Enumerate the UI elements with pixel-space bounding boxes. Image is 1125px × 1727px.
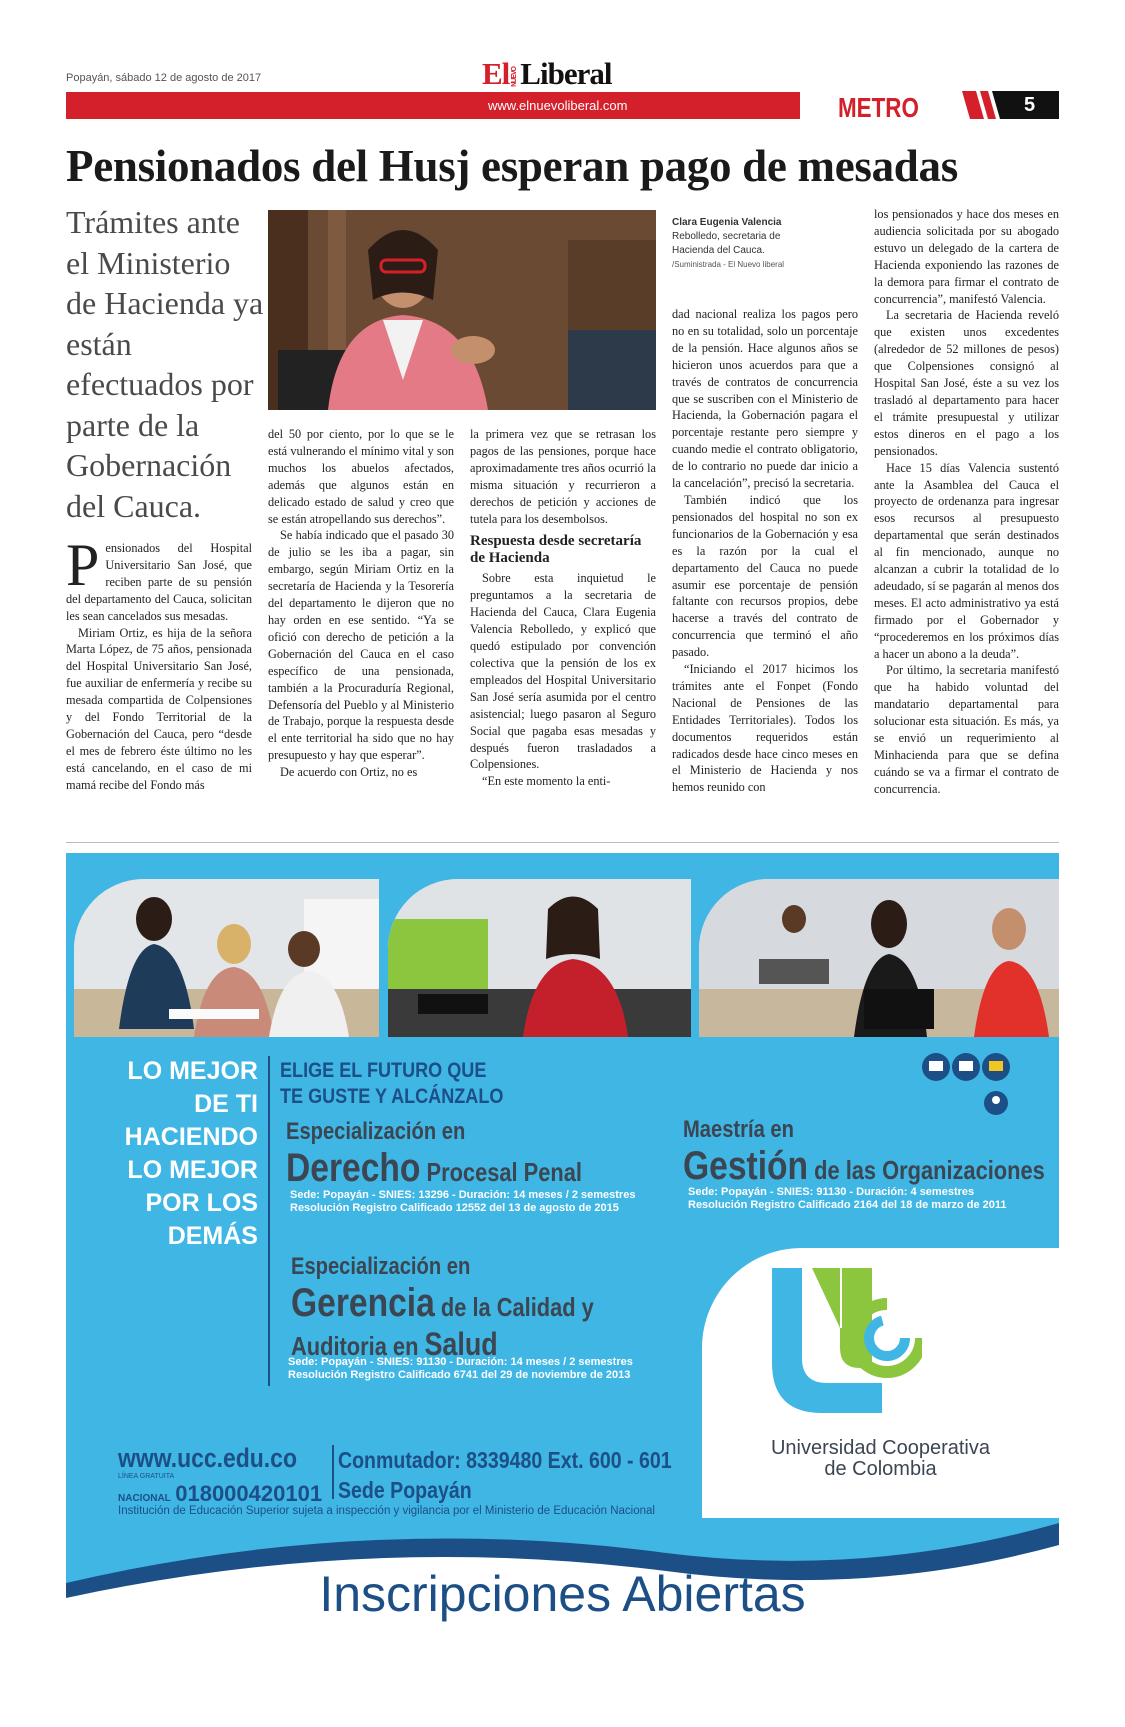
header-red-bar: [66, 92, 800, 119]
program-gestion: [683, 1116, 1045, 1189]
university-name: [702, 1438, 1059, 1480]
paragraph: Por último, la secretaria manifestó que ha habido voluntad del mandatario departamental para solucionar esta situación. Es más, ya se envió un requerimiento al Minhacienda para que se defina cuándo se va a firmar el contrato de concurrencia.: [874, 663, 1059, 796]
program-detail-line: Sede: Popayán - SNIES: 13296 - Duración: 14 meses / 2 semestres: [290, 1189, 636, 1201]
website-url: www.elnuevoliberal.com: [488, 98, 628, 113]
page-number: 5: [1000, 91, 1059, 119]
program-rest: de la Calidad y: [434, 1292, 594, 1322]
program-detail-line: Sede: Popayán - SNIES: 91130 - Duración: 14 meses / 2 semestres: [288, 1356, 633, 1368]
paragraph: del 50 por ciento, por lo que se le está vulnerando el mínimo vital y son muchos los abuelos afectados, además que algunos están en delicado estado de salud y creo que se están atropellando sus derechos”.: [268, 427, 454, 526]
program-detail-line: Resolución Registro Calificado 6741 del 29 de noviembre de 2013: [288, 1369, 631, 1381]
caption-text: Rebolledo, secretaria de Hacienda del Cauca.: [672, 231, 781, 256]
program-type: Especialización en: [291, 1253, 471, 1280]
ad-photo-students-3: [699, 879, 1059, 1037]
section-divider: [66, 842, 1059, 843]
university-website[interactable]: www.ucc.edu.co: [118, 1443, 297, 1473]
institution-note: Institución de Educación Superior sujeta a inspección y vigilancia por el Ministerio de Educación Nacional: [118, 1505, 655, 1517]
dateline: Popayán, sábado 12 de agosto de 2017: [66, 72, 262, 84]
program-gerencia: [291, 1253, 594, 1363]
program-detail-line: Resolución Registro Calificado 12552 del 13 de agosto de 2015: [290, 1202, 619, 1214]
ad-tagline-line-2: TE GUSTE Y ALCÁNZALO: [280, 1085, 504, 1108]
paragraph: La secretaria de Hacienda reveló que existen unos excedentes (alrededor de 52 millones de pesos) que Colpensiones consignó al Hospital San José, éste a su vez los trasladó al departamento para hacer el trámite presupuestal y utilizar estos dineros en el pago a los pensionados.: [874, 308, 1059, 458]
university-logo-box: [702, 1248, 1059, 1518]
paragraph: la primera vez que se retrasan los pagos de las pensiones, porque hace aproximadamente tres años ocurrió la misma situación y recurrieron a derechos de petición y acciones de tutela para los desembolsos.: [470, 427, 656, 526]
program-rest: de las Organizaciones: [808, 1155, 1045, 1185]
article-column-4: [672, 306, 858, 796]
paragraph: “En este momento la enti-: [482, 774, 611, 789]
article-column-2: [268, 426, 454, 781]
program-details: [290, 1189, 635, 1215]
paragraph: Sobre esta inquietud le preguntamos a la secretaria de Hacienda del Cauca, Clara Eugenia Valencia Rebolledo, y explicó que quedó estipulado por convención colectiva que la pensión de los ex empleados del Hospital Universitario San José sería asumida por el centro asistencial; luego pasaron al Seguro Social que pagaba esas mesadas y después fueron trasladados a Colpensiones.: [470, 571, 656, 772]
article-deck: Trámites ante el Ministerio de Hacienda ya están efectuados por parte de la Gobernación del Cauca.: [66, 204, 264, 524]
caption-name: Clara Eugenia Valencia: [672, 217, 782, 228]
ucc-logo-icon: [762, 1268, 922, 1418]
paragraph: ensionados del Hospital Universitario San José, que reciben parte de su pensión del departamento del Cauca, solicitan les sean cancelados sus mesadas.: [66, 541, 252, 623]
program-details: [688, 1186, 1007, 1212]
ad-photo-students-1: [74, 879, 379, 1037]
program-type: Especialización en: [286, 1118, 466, 1145]
contact-block: [338, 1445, 672, 1505]
paragraph: Hace 15 días Valencia sustentó ante la Asamblea del Cauca el proyecto de ordenanza para ingresar esos recursos al presupuesto departamental que serán destinados al fin mencionado, aunque no alcanzan a cubrir la totalidad de lo adeudado, sí se pagarán al menos dos meses. El acto administrativo ya está firmado por el Gobernador y “procederemos en los próximos días a hacer un abono a la deuda”.: [874, 460, 1059, 661]
article-column-3: [470, 426, 656, 790]
program-type: Maestría en: [683, 1116, 794, 1143]
newspaper-logo: [482, 56, 611, 92]
ad-slogan: LO MEJOR DE TI HACIENDO LO MEJOR POR LOS DEMÁS: [124, 1057, 258, 1250]
paragraph: De acuerdo con Ortiz, no es: [280, 765, 418, 780]
ad-tagline-line-1: ELIGE EL FUTURO QUE: [280, 1059, 487, 1082]
paragraph: También indicó que los pensionados del hospital no son ex funcionarios de la Gobernación y esa es la razón por la cual el departamento del Cauca no puede asumir ese porcentaje de pensión faltante con recursos propios, debe hacerse a través del contrato de concurrencia que terminó el año pasado.: [672, 492, 858, 660]
program-big-word: Gerencia: [291, 1281, 435, 1325]
article-column-5: [874, 206, 1059, 798]
ad-photo-students-2: [388, 879, 691, 1037]
photo-caption: [672, 216, 790, 272]
paragraph: dad nacional realiza los pagos pero no en su totalidad, solo un porcentaje de la pensión. Hace algunos años se hicieron unos acuerdos para que a través de contratos de concurrencia que se suscriben con el Ministerio de Hacienda, la Gobernación pagara el porcentaje restante pero siempre y cuando medie el contrato obligatorio, de lo contrario no puede dar inicio a la cancelación”, precisó la secretaria.: [672, 307, 858, 491]
logo-nuevo: NUEVO: [511, 66, 519, 87]
program-details: [288, 1356, 633, 1382]
logo-liberal: Liberal: [520, 56, 612, 91]
contact-divider: [332, 1445, 334, 1499]
program-line-3: Auditoria en: [291, 1331, 425, 1361]
article-subhead: Respuesta desde secretaría de Hacienda: [470, 533, 642, 567]
article-column-1: [66, 532, 252, 794]
article-headline: Pensionados del Husj esperan pago de mesadas: [66, 141, 958, 191]
university-name-line-2: de Colombia: [824, 1458, 937, 1480]
program-derecho: [286, 1118, 582, 1191]
program-detail-line: Resolución Registro Calificado 2164 del 18 de marzo de 2011: [688, 1199, 1007, 1211]
program-big-word: Derecho: [286, 1146, 421, 1190]
program-rest: Procesal Penal: [420, 1157, 582, 1187]
university-name-line-1: Universidad Cooperativa: [770, 1437, 990, 1459]
ad-divider: [268, 1056, 270, 1386]
logo-el: El: [482, 56, 510, 91]
article-photo: [268, 210, 656, 410]
paragraph: Se había indicado que el pasado 30 de julio se les iba a pagar, sin embargo, según Miriam Ortiz en la secretaría de Hacienda y la Tesorería del departamento le dijeron que no hay orden en ese sentido. “Ya se ofició con derecho de petición a la Gobernación del Cauca en el caso específico de una pensionada, también a la Procuraduría Regional, Defensoría del Pueblo y al Ministerio de Trabajo, porque la respuesta desde el ente territorial ha sido que no hay presupuesto y hay que esperar”.: [268, 528, 454, 763]
toll-free-block: [118, 1473, 322, 1507]
sede-label: Sede Popayán: [338, 1477, 472, 1503]
program-big-word-2: Salud: [424, 1326, 498, 1362]
drop-cap: P: [66, 532, 100, 598]
paragraph: los pensionados y hace dos meses en audiencia solicitada por su abogado estuvo un delegado de la cartera de Hacienda exponiendo las razones de la demora para firmar el contrato de concurrencia”, manifestó Valencia.: [874, 207, 1059, 306]
ad-tagline: [280, 1058, 503, 1110]
paragraph: “Iniciando el 2017 hicimos los trámites ante el Fonpet (Fondo Nacional de Pensiones de las Entidades Territoriales). Todos los documentos requeridos están radicados desde hace cinco meses en el Ministerio de Hacienda y nos hemos reunido con: [672, 662, 858, 795]
program-big-word: Gestión: [683, 1144, 809, 1188]
paragraph: Miriam Ortiz, es hija de la señora Marta López, de 75 años, pensionada del Hospital Universitario San José, fue auxiliar de enfermería y recibe su mesada compartida de Colpensiones y del Fondo Territorial de la Gobernación del Cauca, pero “desde el mes de febrero éste último no les está cancelando, en el caso de mi mamá recibe del Fondo más: [66, 625, 252, 792]
ucc-advertisement: [66, 853, 1059, 1648]
ad-icons-group: [916, 1051, 1056, 1121]
enrollment-banner: Inscripciones Abiertas: [319, 1566, 806, 1622]
nacional-label: NACIONAL: [118, 1493, 171, 1504]
phone-number: Conmutador: 8339480 Ext. 600 - 601: [338, 1447, 672, 1473]
toll-free-number: 018000420101: [175, 1481, 323, 1506]
toll-free-label: LÍNEA GRATUITA: [118, 1473, 175, 1480]
program-detail-line: Sede: Popayán - SNIES: 91130 - Duración: 4 semestres: [688, 1186, 975, 1198]
section-stripes-decoration: [962, 91, 1002, 119]
caption-credit: /Suministrada - El Nuevo liberal: [672, 260, 785, 269]
section-label: METRO: [838, 92, 919, 123]
